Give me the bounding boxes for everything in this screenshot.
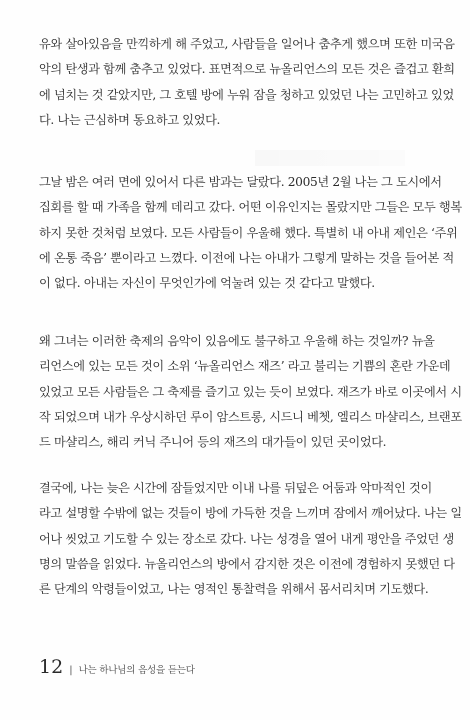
footer-separator: | xyxy=(69,665,73,676)
text-line: 어나 씻었고 기도할 수 있는 장소로 갔다. 나는 성경을 열어 내게 평안을 주었던 생 xyxy=(39,531,454,546)
text-line: 그날 밤은 여러 면에 있어서 다른 밤과는 달랐다. 2005년 2월 나는 그 도시에서 xyxy=(39,175,442,189)
paragraph-4 xyxy=(39,476,462,602)
paragraph-2 xyxy=(39,170,462,296)
text-line: 명의 말씀을 읽었다. 뉴올리언스의 방에서 감지한 것은 이전에 경험하지 못했던 다 xyxy=(39,556,455,571)
bleed-through-shadow xyxy=(255,150,405,166)
text-line: 에 넘치는 것 같았지만, 그 호텔 방에 누워 잠을 청하고 있었던 나는 고민하고 있었 xyxy=(39,87,454,102)
paragraph-3 xyxy=(39,329,462,455)
text-line: 이 없다. 아내는 자신이 무엇인가에 억눌려 있는 것 같다고 말했다. xyxy=(39,276,375,291)
running-title: 나는 하나님의 음성을 듣는다 xyxy=(78,665,195,676)
text-line: 결국에, 나는 늦은 시간에 잠들었지만 이내 나를 뒤덮은 어둠과 악마적인 것이 xyxy=(39,481,432,495)
text-line: 유와 살아있음을 만끽하게 해 주었고, 사람들을 일어나 춤추게 했으며 또한 미국음 xyxy=(39,37,455,51)
text-line: 작 되었으며 내가 우상시하던 루이 암스트롱, 시드니 베쳇, 엘리스 마샬리스, 브랜포 xyxy=(39,409,462,424)
text-line: 있었고 모든 사람들은 그 축제를 즐기고 있는 듯이 보였다. 재즈가 바로 이곳에서 시 xyxy=(39,384,462,399)
text-line: 에 온통 죽음’ 뿐이라고 느꼈다. 이전에 나는 아내가 그렇게 말하는 것을 들어본 적 xyxy=(39,250,454,265)
text-line: 다. 나는 근심하며 동요하고 있었다. xyxy=(39,112,221,127)
page-footer xyxy=(39,656,195,678)
paragraph-1 xyxy=(39,32,455,133)
text-line: 른 단계의 악령들이었고, 나는 영적인 통찰력을 위해서 몸서리치며 기도했다. xyxy=(39,582,429,597)
page-number: 12 xyxy=(39,656,64,678)
text-line: 하지 못한 것처럼 보였다. 모든 사람들이 우울해 했다. 특별히 내 아내 제인은 ‘주위 xyxy=(39,225,458,240)
text-line: 리언스에 있는 모든 것이 소위 ‘뉴올리언스 재즈’ 라고 불리는 기쁨의 혼란 가운데 xyxy=(39,359,451,374)
text-line: 왜 그녀는 이러한 축제의 음악이 있음에도 불구하고 우울해 하는 것일까? 뉴올 xyxy=(39,334,435,348)
text-line: 집회를 할 때 가족을 함께 데리고 갔다. 어떤 이유인지는 몰랐지만 그들은 모두 행복 xyxy=(39,200,462,215)
text-line: 악의 탄생과 함께 춤추고 있었다. 표면적으로 뉴올리언스의 모든 것은 즐겁고 환희 xyxy=(39,62,455,77)
text-line: 라고 설명할 수밖에 없는 것들이 방에 가득한 것을 느끼며 잠에서 깨어났다. 나는 일 xyxy=(39,506,462,521)
text-line: 드 마샬리스, 해리 커닉 주니어 등의 재즈의 대가들이 있던 곳이었다. xyxy=(39,435,387,450)
